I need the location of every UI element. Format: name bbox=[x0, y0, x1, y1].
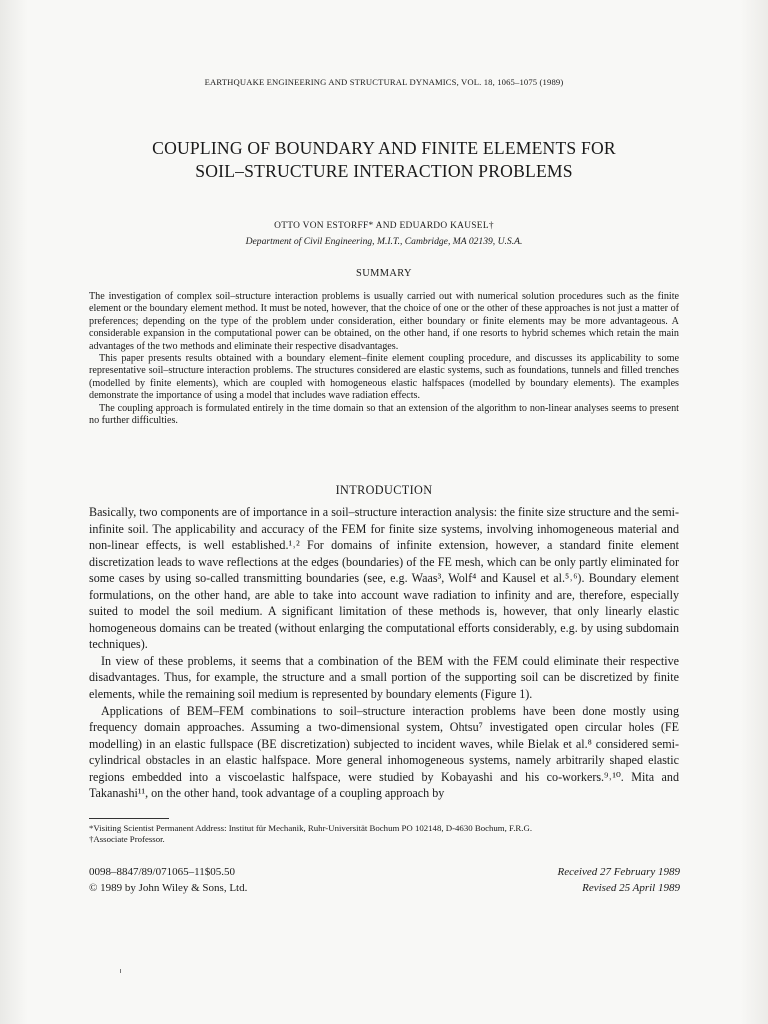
footnote-visiting-scientist: *Visiting Scientist Permanent Address: Institut für Mechanik, Ruhr-Universität Bochum PO 102148, D-4630 Bochum, F.R.G. bbox=[89, 823, 533, 833]
received-date: Received 27 February 1989 bbox=[557, 866, 680, 878]
introduction-heading: INTRODUCTION bbox=[335, 483, 433, 497]
introduction-paragraph: Applications of BEM–FEM combinations to soil–structure interaction problems have been done mostly using frequency domain approaches. Assuming a two-dimensional system, Ohtsu⁷ investigated open circular holes (FE modelling) in an elastic fullspace (BE discretization) subjected to incident waves, while Bielak et al.⁸ considered semi-cylindrical obstacles in an elastic halfspace. More general inhomogeneous systems, namely arbitrarily shaped elastic regions embedded into a viscoelastic halfspace, were studied by Kobayashi and his co-workers.⁹˒¹⁰. Mita and Takanashi¹¹, on the other hand, took advantage of a coupling approach by bbox=[89, 703, 679, 801]
footnote-associate-professor: †Associate Professor. bbox=[89, 834, 165, 844]
introduction-paragraph: Basically, two components are of importance in a soil–structure interaction analysis: the finite size structure and the semi-infinite soil. The applicability and accuracy of the FEM for finite size systems, involving inhomogeneous material and non-linear effects, is well established.¹˒² For domains of infinite extension, however, a standard finite element discretization leads to wave reflections at the edges (boundaries) of the FE mesh, which can be only partly eliminated for some cases by using so-called transmitting boundaries (see, e.g. Waas³, Wolf⁴ and Kausel et al.⁵˒⁶). Boundary element formulations, on the other hand, are able to take into account wave radiation to infinity and are, therefore, especially suited to model the soil medium. A significant limitation of these methods is, however, that only linearly elastic homogeneous domains can be treated (without enlarging the computational efforts considerably, e.g. by using subdomain techniques). bbox=[89, 505, 679, 652]
summary-paragraph: The coupling approach is formulated entirely in the time domain so that an extension of the algorithm to non-linear analyses seems to present no further difficulties. bbox=[89, 402, 679, 427]
copyright-notice: © 1989 by John Wiley & Sons, Ltd. bbox=[89, 882, 248, 894]
submission-dates bbox=[420, 864, 680, 896]
running-head: EARTHQUAKE ENGINEERING AND STRUCTURAL DYNAMICS, VOL. 18, 1065–1075 (1989) bbox=[204, 77, 564, 87]
publication-info bbox=[89, 864, 389, 896]
paper-title-line-2: SOIL–STRUCTURE INTERACTION PROBLEMS bbox=[195, 161, 573, 181]
footnote-rule bbox=[89, 818, 169, 819]
footnotes bbox=[89, 823, 689, 845]
revised-date: Revised 25 April 1989 bbox=[582, 882, 680, 894]
introduction-section bbox=[89, 504, 679, 802]
summary-section bbox=[89, 291, 679, 427]
paper-title bbox=[60, 137, 708, 183]
scan-speck bbox=[120, 969, 121, 973]
author-affiliation: Department of Civil Engineering, M.I.T., Cambridge, MA 02139, U.S.A. bbox=[245, 236, 523, 247]
paper-title-line-1: COUPLING OF BOUNDARY AND FINITE ELEMENTS FOR bbox=[152, 138, 616, 158]
publication-code: 0098–8847/89/071065–11$05.50 bbox=[89, 866, 235, 878]
author-names: OTTO VON ESTORFF* AND EDUARDO KAUSEL† bbox=[274, 221, 494, 231]
summary-heading: SUMMARY bbox=[356, 268, 412, 279]
summary-paragraph: This paper presents results obtained with a boundary element–finite element coupling procedure, and discusses its applicability to some representative soil–structure interaction problems. The structures considered are elastic systems, such as foundations, tunnels and filled trenches (modelled by finite elements), which are coupled with homogeneous elastic halfspaces (modelled by boundary elements). The examples demonstrate the importance of using a model that includes wave radiation effects. bbox=[89, 353, 679, 402]
introduction-paragraph: In view of these problems, it seems that a combination of the BEM with the FEM could eliminate their respective disadvantages. Thus, for example, the structure and a small portion of the supporting soil can be discretized by finite elements, while the remaining soil medium is represented by boundary elements (Figure 1). bbox=[89, 653, 679, 702]
summary-paragraph: The investigation of complex soil–structure interaction problems is usually carried out with numerical solution procedures such as the finite element or the boundary element method. It must be noted, however, that the choice of one or the other of these approaches is not just a matter of preferences; depending on the type of the problem under consideration, either boundary or finite elements may be more advantageous. A considerable expansion in the computational power can be obtained, on the other hand, if one resorts to hybrid schemes which retain the main advantages of the two methods and eliminate their respective disadvantages. bbox=[89, 291, 679, 352]
